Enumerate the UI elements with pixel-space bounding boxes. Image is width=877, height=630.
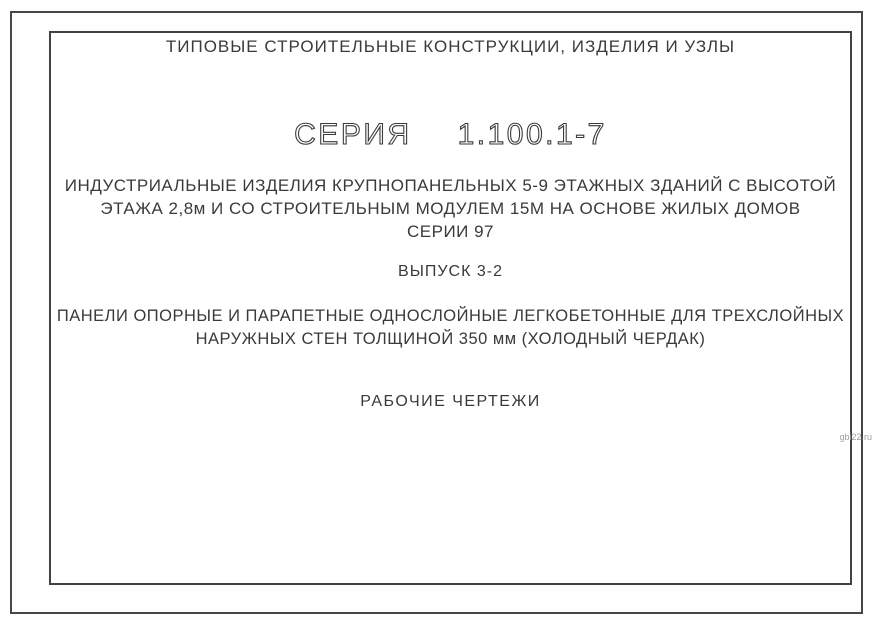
subject-description [49,305,852,351]
site-watermark: gbi22.ru [839,432,872,442]
description-line: СЕРИИ 97 [406,222,495,241]
series-title [49,118,852,152]
description-line: ИНДУСТРИАЛЬНЫЕ ИЗДЕЛИЯ КРУПНОПАНЕЛЬНЫХ 5-9 ЭТАЖНЫХ ЗДАНИЙ С ВЫСОТОЙ [64,176,837,195]
subject-line: НАРУЖНЫХ СТЕН ТОЛЩИНОЙ 350 мм (ХОЛОДНЫЙ ЧЕРДАК) [195,330,706,348]
document-type-label: РАБОЧИЕ ЧЕРТЕЖИ [360,393,541,410]
series-number: 1.100.1-7 [457,118,607,151]
series-label: СЕРИЯ [294,118,412,151]
subject-line: ПАНЕЛИ ОПОРНЫЕ И ПАРАПЕТНЫЕ ОДНОСЛОЙНЫЕ ЛЕГКОБЕТОННЫЕ ДЛЯ ТРЕХСЛОЙНЫХ [56,307,845,325]
document-header: ТИПОВЫЕ СТРОИТЕЛЬНЫЕ КОНСТРУКЦИИ, ИЗДЕЛИЯ И УЗЛЫ [165,37,736,56]
description-line: ЭТАЖА 2,8м И СО СТРОИТЕЛЬНЫМ МОДУЛЕМ 15М НА ОСНОВЕ ЖИЛЫХ ДОМОВ [100,199,801,218]
series-description [49,174,852,243]
issue-number: ВЫПУСК 3-2 [398,263,503,280]
